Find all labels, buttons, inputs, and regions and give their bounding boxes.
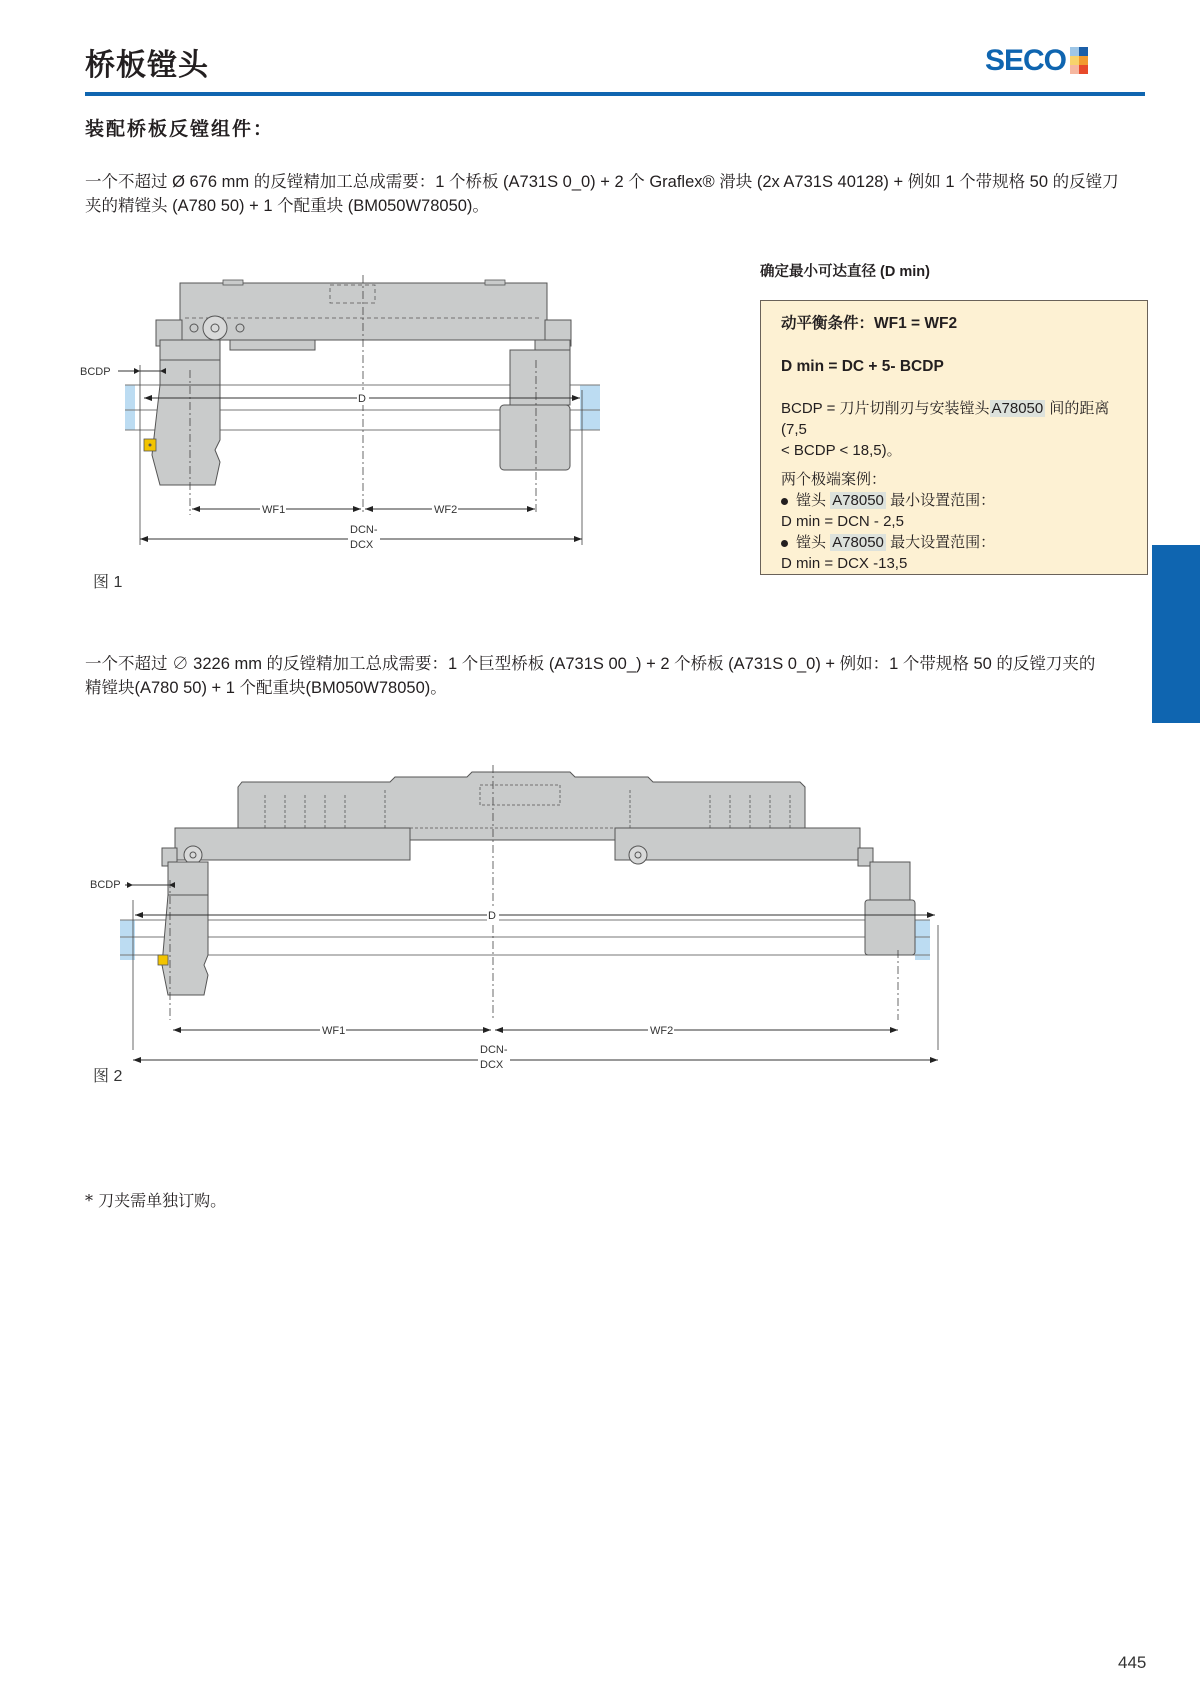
figure-2-diagram	[80, 750, 940, 1080]
case-max-formula: D min = DCX -13,5	[781, 555, 908, 572]
logo-squares-icon	[1070, 47, 1088, 74]
svg-text:D: D	[488, 910, 496, 922]
svg-text:DCX: DCX	[480, 1059, 504, 1071]
intro-2-line-2: 精镗块(A780 50) + 1 个配重块(BM050W78050)。	[85, 679, 447, 697]
logo-text: SECO	[985, 44, 1067, 77]
intro-paragraph-2	[85, 652, 1155, 700]
svg-text:DCN-: DCN-	[350, 524, 378, 536]
svg-text:WF1: WF1	[322, 1025, 346, 1037]
svg-text:WF1: WF1	[262, 504, 286, 516]
balance-condition: 动平衡条件：WF1 = WF2	[781, 315, 958, 332]
cases-title: 两个极端案例：	[781, 471, 887, 488]
svg-text:BCDP: BCDP	[80, 366, 111, 378]
figure-2-label: 图 2	[93, 1068, 123, 1085]
dmin-info-box	[760, 300, 1148, 575]
intro-2-line-1: 一个不超过 ∅ 3226 mm 的反镗精加工总成需要：1 个巨型桥板 (A731S 00_) + 2 个桥板 (A731S 0_0) + 例如：1 个带规格 50 的反镗刀夹的	[85, 655, 1096, 673]
figure-1-diagram	[80, 250, 600, 590]
case-min-formula: D min = DCN - 2,5	[781, 513, 904, 530]
workpiece-left	[125, 385, 135, 430]
svg-text:D: D	[358, 393, 366, 405]
svg-text:DCX: DCX	[350, 539, 374, 551]
svg-text:WF2: WF2	[650, 1025, 674, 1037]
page-title: 桥板镗头	[85, 48, 209, 83]
chapter-side-tab	[1152, 545, 1200, 723]
svg-text:WF2: WF2	[434, 504, 458, 516]
page-number: 445	[1118, 1653, 1147, 1672]
dmin-title: 确定最小可达直径 (D min)	[760, 264, 930, 280]
svg-text:DCN-: DCN-	[480, 1044, 508, 1056]
figure-1-label: 图 1	[93, 574, 123, 591]
workpiece-right	[580, 385, 600, 430]
bcdp-definition: BCDP = 刀片切削刃与安装镗头 A78050 间的距离 (7,5 < BCDP < 18,5)。	[781, 400, 1110, 459]
intro-1-line-1: 一个不超过 Ø 676 mm 的反镗精加工总成需要：1 个桥板 (A731S 0_0) + 2 个 Graflex® 滑块 (2x A731S 40128) + 例如 1 个带规格 50 的反镗刀	[85, 173, 1119, 191]
svg-text:BCDP: BCDP	[90, 879, 121, 891]
intro-1-line-2: 夹的精镗头 (A780 50) + 1 个配重块 (BM050W78050)。	[85, 197, 489, 215]
footnote: * 刀夹需单独订购。	[85, 1191, 227, 1210]
header-divider	[85, 92, 1145, 96]
dmin-formula: D min = DC + 5- BCDP	[781, 358, 944, 375]
section-heading: 装配桥板反镗组件：	[85, 118, 275, 140]
intro-paragraph-1	[85, 170, 1155, 218]
case-max: 镗头 A78050 最大设置范围：	[781, 532, 1129, 553]
seco-logo	[985, 44, 1088, 78]
case-min: 镗头 A78050 最小设置范围：	[781, 490, 1129, 511]
